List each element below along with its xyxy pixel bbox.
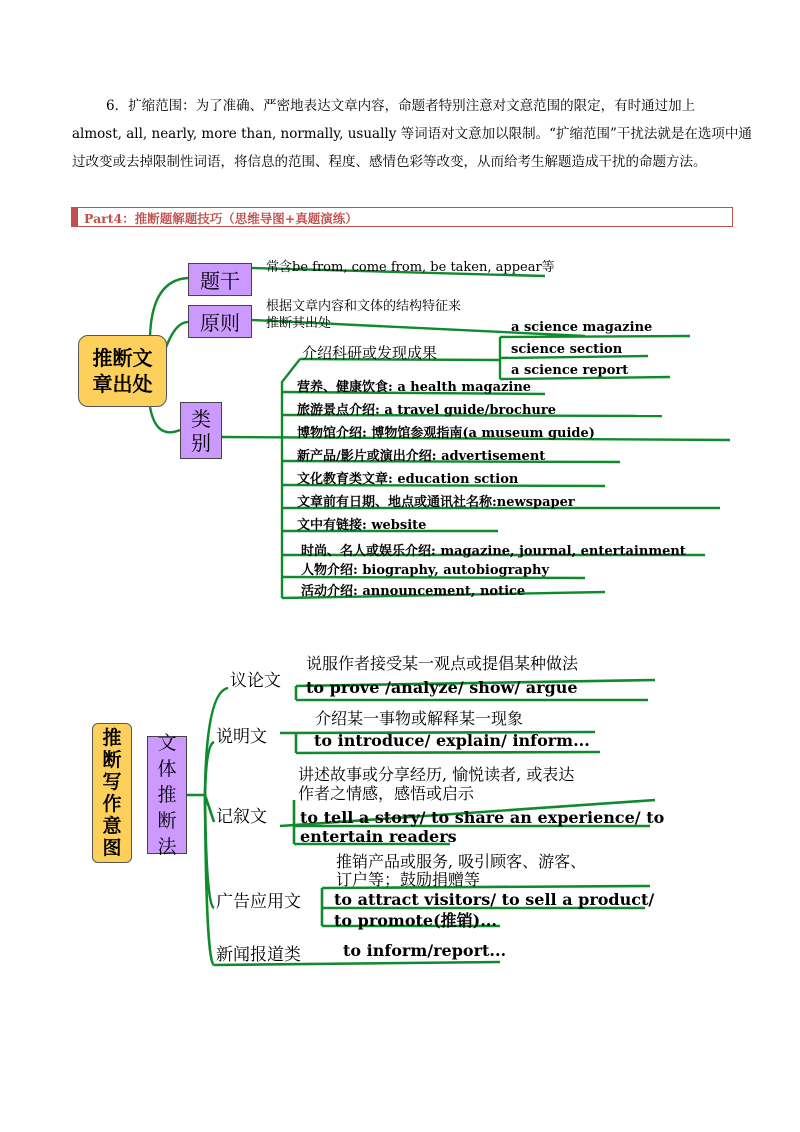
root2-char: 作	[102, 793, 122, 815]
branch-name: 新闻报道类	[216, 945, 301, 965]
category-item: 人物介绍: biography, autobiography	[301, 563, 549, 578]
tigan-text: 常含be from, come from, be taken, appear等	[266, 260, 555, 275]
branch-en: to attract visitors/ to sell a product/	[334, 890, 655, 909]
branch-en: to introduce/ explain/ inform...	[314, 731, 590, 750]
node-yuanze: 原则	[188, 305, 252, 338]
sub2-char: 法	[157, 836, 177, 858]
category-item: 时尚、名人或娱乐介绍: magazine, journal, entertainment	[301, 544, 686, 559]
category-item: 新产品/影片或演出介绍: advertisement	[297, 449, 546, 464]
branch-cn: 介绍某一事物或解释某一现象	[315, 709, 524, 728]
sub2-char: 断	[157, 810, 177, 832]
category-item: 活动介绍: announcement, notice	[301, 584, 526, 599]
branch-en: to prove /analyze/ show/ argue	[306, 678, 578, 697]
category-item: 旅游景点介绍: a travel guide/brochure	[297, 403, 556, 418]
category-item: 文章前有日期、地点或通讯社名称:newspaper	[297, 495, 575, 510]
sub2-char: 文	[157, 732, 177, 754]
root2-char: 写	[102, 771, 122, 793]
keyan-item-1: a science magazine	[511, 320, 653, 335]
paragraph-line-2: almost, all, nearly, more than, normally, usually 等词语对文意加以限制。“扩缩范围”干扰法就是在选项中通	[72, 126, 752, 142]
mindmap-2-sub	[147, 732, 187, 858]
root2-char: 断	[102, 749, 122, 771]
root2-char: 推	[102, 727, 122, 749]
branch-name: 广告应用文	[216, 892, 301, 912]
branch-en: to tell a story/ to share an experience/ to	[300, 808, 665, 827]
node-leibie	[180, 402, 222, 459]
branch-cn: 推销产品或服务, 吸引顾客、游客、	[336, 852, 587, 871]
branch-cn: 订户等；鼓励捐赠等	[336, 870, 481, 889]
paragraph-line-1: 6．扩缩范围：为了准确、严密地表达文章内容，命题者特别注意对文意范围的限定，有时通过加上	[106, 98, 696, 114]
branch-name: 说明文	[216, 727, 267, 747]
leibie-label: 类别	[191, 406, 211, 455]
part4-title: Part4：推断题解题技巧（思维导图+真题演练）	[84, 211, 358, 226]
branch-cn: 作者之情感，感悟或启示	[298, 784, 475, 803]
sub2-char: 推	[157, 784, 177, 806]
yuanze-text-2: 推断其出处	[266, 316, 332, 331]
branch-name: 议论文	[230, 671, 281, 691]
mindmap-2-root	[92, 723, 132, 863]
category-item: 文化教育类文章: education sction	[297, 472, 519, 487]
node-tigan: 题干	[188, 263, 252, 296]
branch-cn: 说服作者接受某一观点或提倡某种做法	[306, 654, 579, 673]
yuanze-text-1: 根据文章内容和文体的结构特征来	[266, 299, 462, 314]
branch-en: entertain readers	[300, 827, 457, 846]
branch-en: to promote(推销)...	[334, 911, 497, 930]
keyan-label: 介绍科研或发现成果	[302, 344, 438, 362]
branch-en: to inform/report...	[343, 941, 507, 960]
category-item: 博物馆介绍: 博物馆参观指南(a museum guide)	[297, 426, 595, 441]
root2-char: 意	[102, 815, 122, 837]
paragraph-line-3: 过改变或去掉限制性词语，将信息的范围、程度、感情色彩等改变，从而给考生解题造成干扰的命题方法。	[72, 154, 707, 170]
category-item: 文中有链接: website	[297, 518, 427, 533]
branch-name: 记叙文	[216, 807, 267, 827]
sub2-char: 体	[157, 758, 177, 780]
mindmap-1-root: 推断文章出处	[78, 335, 167, 407]
root2-char: 图	[102, 837, 122, 859]
keyan-item-2: science section	[511, 342, 623, 357]
branch-cn: 讲述故事或分享经历, 愉悦读者, 或表达	[298, 765, 575, 784]
keyan-item-3: a science report	[511, 363, 629, 378]
category-item: 营养、健康饮食: a health magazine	[297, 380, 532, 395]
